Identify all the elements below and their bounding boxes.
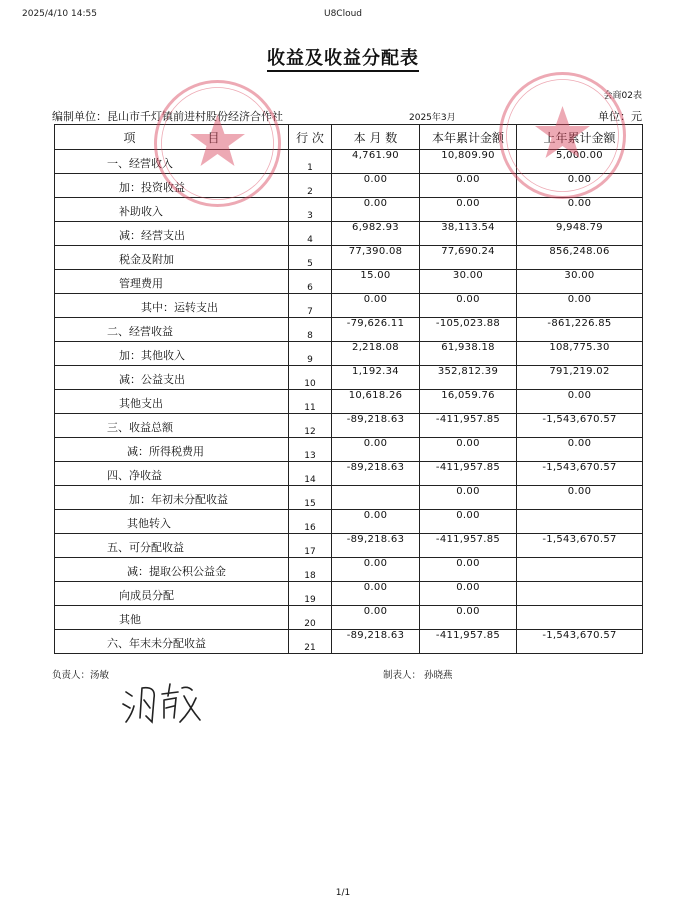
row-month-amount: -89,218.63 bbox=[332, 534, 420, 558]
reporting-unit: 编制单位：昆山市千灯镇前进村股份经济合作社 bbox=[52, 110, 283, 123]
col-header-ytd: 本年累计金额 bbox=[420, 125, 517, 150]
row-item-cell bbox=[55, 318, 289, 342]
print-datetime: 2025/4/10 14:55 bbox=[22, 9, 97, 19]
row-line-number: 4 bbox=[289, 222, 332, 246]
row-item-cell bbox=[55, 390, 289, 414]
row-item-cell bbox=[55, 222, 289, 246]
responsible-person: 负责人：汤敏 bbox=[52, 670, 110, 681]
income-distribution-table bbox=[54, 124, 643, 654]
row-prev-year-amount: 0.00 bbox=[517, 390, 643, 414]
row-item-label: 管理费用 bbox=[119, 277, 163, 290]
row-line-number: 14 bbox=[289, 462, 332, 486]
table-row bbox=[55, 366, 643, 390]
row-line-number: 12 bbox=[289, 414, 332, 438]
row-month-amount: 0.00 bbox=[332, 174, 420, 198]
table-row bbox=[55, 630, 643, 654]
row-ytd-amount: 0.00 bbox=[420, 486, 517, 510]
row-prev-year-amount: 5,000.00 bbox=[517, 150, 643, 174]
row-item-cell bbox=[55, 342, 289, 366]
row-item-label: 税金及附加 bbox=[119, 253, 174, 266]
company-seal-left bbox=[150, 76, 285, 211]
row-item-cell bbox=[55, 510, 289, 534]
row-item-cell bbox=[55, 246, 289, 270]
row-line-number: 1 bbox=[289, 150, 332, 174]
row-prev-year-amount bbox=[517, 606, 643, 630]
row-item-label: 六、年末未分配收益 bbox=[107, 637, 206, 650]
currency-unit: 单位：元 bbox=[598, 110, 642, 123]
row-prev-year-amount: 791,219.02 bbox=[517, 366, 643, 390]
row-prev-year-amount: 9,948.79 bbox=[517, 222, 643, 246]
row-ytd-amount: -411,957.85 bbox=[420, 414, 517, 438]
row-item-cell bbox=[55, 582, 289, 606]
row-item-cell bbox=[55, 414, 289, 438]
table-row bbox=[55, 318, 643, 342]
row-item-label: 其他 bbox=[119, 613, 141, 626]
row-item-cell bbox=[55, 438, 289, 462]
row-line-number: 6 bbox=[289, 270, 332, 294]
row-item-cell bbox=[55, 630, 289, 654]
row-prev-year-amount: -1,543,670.57 bbox=[517, 414, 643, 438]
row-line-number: 9 bbox=[289, 342, 332, 366]
row-line-number: 10 bbox=[289, 366, 332, 390]
row-prev-year-amount: 108,775.30 bbox=[517, 342, 643, 366]
row-line-number: 7 bbox=[289, 294, 332, 318]
table-row bbox=[55, 438, 643, 462]
row-month-amount: -89,218.63 bbox=[332, 462, 420, 486]
row-ytd-amount: 0.00 bbox=[420, 198, 517, 222]
table-row bbox=[55, 246, 643, 270]
row-ytd-amount: 0.00 bbox=[420, 294, 517, 318]
row-ytd-amount: -411,957.85 bbox=[420, 630, 517, 654]
table-row bbox=[55, 486, 643, 510]
row-prev-year-amount: 0.00 bbox=[517, 174, 643, 198]
row-item-cell bbox=[55, 486, 289, 510]
table-row bbox=[55, 582, 643, 606]
report-title bbox=[0, 44, 686, 70]
row-ytd-amount: 30.00 bbox=[420, 270, 517, 294]
row-item-label: 一、经营收入 bbox=[107, 157, 173, 170]
row-item-label: 四、净收益 bbox=[107, 469, 162, 482]
row-line-number: 19 bbox=[289, 582, 332, 606]
row-line-number: 8 bbox=[289, 318, 332, 342]
row-item-label: 其他支出 bbox=[119, 397, 163, 410]
print-app-name: U8Cloud bbox=[323, 9, 363, 19]
table-row bbox=[55, 270, 643, 294]
row-month-amount: 2,218.08 bbox=[332, 342, 420, 366]
table-row bbox=[55, 558, 643, 582]
row-item-label: 二、经营收益 bbox=[107, 325, 173, 338]
row-item-label: 加：年初未分配收益 bbox=[129, 493, 228, 506]
row-month-amount: 4,761.90 bbox=[332, 150, 420, 174]
row-item-label: 三、收益总额 bbox=[107, 421, 173, 434]
row-item-cell bbox=[55, 462, 289, 486]
row-ytd-amount: 0.00 bbox=[420, 558, 517, 582]
row-month-amount: 0.00 bbox=[332, 582, 420, 606]
row-month-amount: 1,192.34 bbox=[332, 366, 420, 390]
table-row bbox=[55, 414, 643, 438]
row-ytd-amount: -105,023.88 bbox=[420, 318, 517, 342]
table-body bbox=[55, 150, 643, 654]
form-code: 会商02表 bbox=[603, 91, 642, 101]
table-row bbox=[55, 462, 643, 486]
row-item-label: 减：所得税费用 bbox=[127, 445, 204, 458]
row-item-label: 向成员分配 bbox=[119, 589, 174, 602]
col-header-month: 本 月 数 bbox=[332, 125, 420, 150]
row-prev-year-amount bbox=[517, 510, 643, 534]
row-prev-year-amount: 0.00 bbox=[517, 438, 643, 462]
row-item-label: 五、可分配收益 bbox=[107, 541, 184, 554]
row-item-cell bbox=[55, 558, 289, 582]
row-month-amount: -89,218.63 bbox=[332, 414, 420, 438]
col-header-line: 行 次 bbox=[289, 125, 332, 150]
row-prev-year-amount: -1,543,670.57 bbox=[517, 630, 643, 654]
row-item-cell bbox=[55, 606, 289, 630]
table-row bbox=[55, 294, 643, 318]
report-period: 2025年3月 bbox=[409, 113, 456, 123]
row-month-amount: 0.00 bbox=[332, 294, 420, 318]
row-item-label: 加：其他收入 bbox=[119, 349, 185, 362]
report-title-text: 收益及收益分配表 bbox=[267, 48, 419, 72]
row-month-amount: 6,982.93 bbox=[332, 222, 420, 246]
page-number: 1/1 bbox=[335, 888, 351, 898]
row-month-amount: 0.00 bbox=[332, 198, 420, 222]
row-ytd-amount: 61,938.18 bbox=[420, 342, 517, 366]
row-item-cell bbox=[55, 366, 289, 390]
row-line-number: 21 bbox=[289, 630, 332, 654]
row-line-number: 13 bbox=[289, 438, 332, 462]
row-item-label: 其中：运转支出 bbox=[141, 301, 218, 314]
row-ytd-amount: 16,059.76 bbox=[420, 390, 517, 414]
row-prev-year-amount bbox=[517, 558, 643, 582]
row-ytd-amount: 10,809.90 bbox=[420, 150, 517, 174]
row-item-label: 减：公益支出 bbox=[119, 373, 185, 386]
row-month-amount: 0.00 bbox=[332, 510, 420, 534]
col-header-item: 项 目 bbox=[55, 125, 289, 150]
row-item-cell bbox=[55, 294, 289, 318]
row-month-amount: -89,218.63 bbox=[332, 630, 420, 654]
row-item-label: 其他转入 bbox=[127, 517, 171, 530]
row-ytd-amount: 0.00 bbox=[420, 606, 517, 630]
row-line-number: 20 bbox=[289, 606, 332, 630]
row-ytd-amount: 38,113.54 bbox=[420, 222, 517, 246]
row-ytd-amount: 0.00 bbox=[420, 174, 517, 198]
row-ytd-amount: 0.00 bbox=[420, 438, 517, 462]
row-month-amount: 0.00 bbox=[332, 438, 420, 462]
row-month-amount: -79,626.11 bbox=[332, 318, 420, 342]
table-row bbox=[55, 606, 643, 630]
row-prev-year-amount: 856,248.06 bbox=[517, 246, 643, 270]
row-item-cell bbox=[55, 270, 289, 294]
row-item-label: 补助收入 bbox=[119, 205, 163, 218]
table-row bbox=[55, 390, 643, 414]
row-month-amount: 15.00 bbox=[332, 270, 420, 294]
row-line-number: 16 bbox=[289, 510, 332, 534]
row-line-number: 15 bbox=[289, 486, 332, 510]
table-row bbox=[55, 222, 643, 246]
table-row bbox=[55, 534, 643, 558]
row-prev-year-amount: -861,226.85 bbox=[517, 318, 643, 342]
row-line-number: 5 bbox=[289, 246, 332, 270]
row-prev-year-amount: -1,543,670.57 bbox=[517, 534, 643, 558]
row-item-label: 加：投资收益 bbox=[119, 181, 185, 194]
row-prev-year-amount: 0.00 bbox=[517, 198, 643, 222]
row-prev-year-amount bbox=[517, 582, 643, 606]
company-seal-right bbox=[495, 68, 630, 203]
col-header-prev-year: 上年累计金额 bbox=[517, 125, 643, 150]
row-item-label: 减：经营支出 bbox=[119, 229, 185, 242]
row-prev-year-amount: -1,543,670.57 bbox=[517, 462, 643, 486]
row-prev-year-amount: 30.00 bbox=[517, 270, 643, 294]
row-ytd-amount: 77,690.24 bbox=[420, 246, 517, 270]
row-month-amount: 10,618.26 bbox=[332, 390, 420, 414]
row-month-amount: 0.00 bbox=[332, 606, 420, 630]
row-ytd-amount: -411,957.85 bbox=[420, 462, 517, 486]
row-ytd-amount: 352,812.39 bbox=[420, 366, 517, 390]
row-line-number: 17 bbox=[289, 534, 332, 558]
row-item-cell bbox=[55, 534, 289, 558]
row-ytd-amount: -411,957.85 bbox=[420, 534, 517, 558]
row-ytd-amount: 0.00 bbox=[420, 582, 517, 606]
row-line-number: 3 bbox=[289, 198, 332, 222]
row-line-number: 2 bbox=[289, 174, 332, 198]
row-month-amount: 0.00 bbox=[332, 558, 420, 582]
row-line-number: 11 bbox=[289, 390, 332, 414]
row-ytd-amount: 0.00 bbox=[420, 510, 517, 534]
row-month-amount: 77,390.08 bbox=[332, 246, 420, 270]
row-prev-year-amount: 0.00 bbox=[517, 294, 643, 318]
preparer: 制表人： 孙晓燕 bbox=[383, 670, 453, 681]
row-line-number: 18 bbox=[289, 558, 332, 582]
row-item-label: 减：提取公积公益金 bbox=[127, 565, 226, 578]
row-prev-year-amount: 0.00 bbox=[517, 486, 643, 510]
handwritten-signature bbox=[118, 678, 208, 728]
row-month-amount bbox=[332, 486, 420, 510]
table-row bbox=[55, 342, 643, 366]
table-row bbox=[55, 510, 643, 534]
